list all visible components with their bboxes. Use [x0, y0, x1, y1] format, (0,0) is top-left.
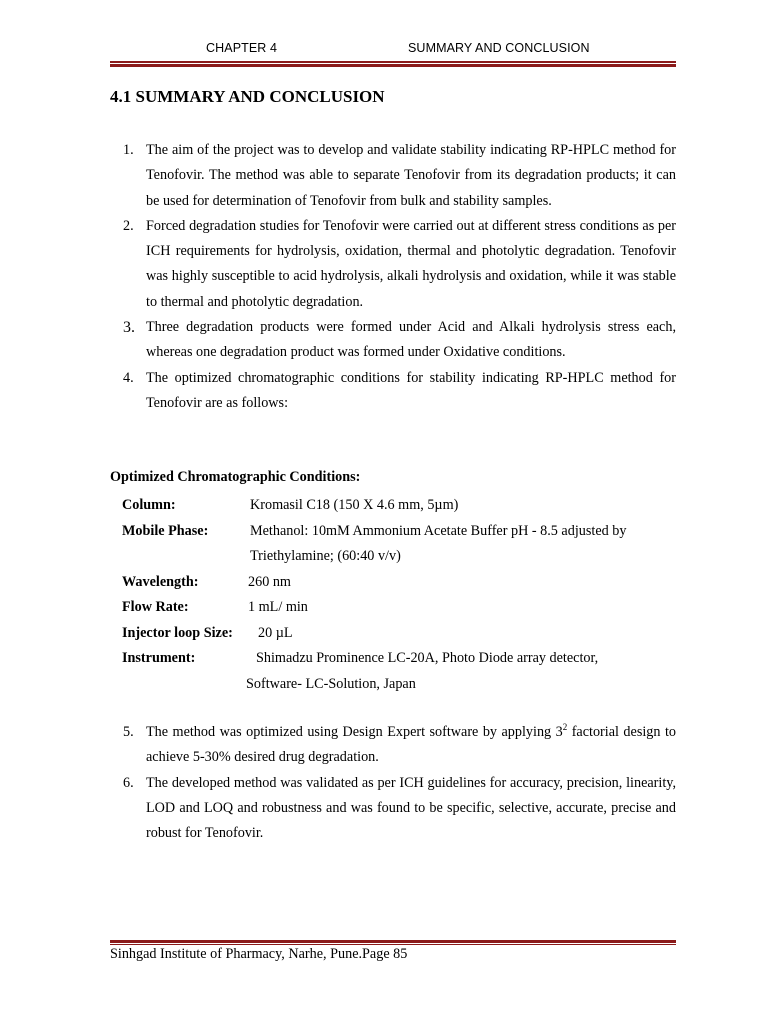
item-number: 6. [123, 774, 134, 791]
item-text: The aim of the project was to develop and validate stability indicating RP-HPLC method for Tenofovir. The method was able to separate Tenofovir from its degradation products; it can be used for determination of Tenofovir from bulk and stability samples. [146, 142, 676, 209]
condition-mobile-phase-cont: Triethylamine; (60:40 v/v) [250, 548, 401, 564]
condition-instrument [122, 646, 599, 671]
condition-instrument-cont: Software- LC-Solution, Japan [246, 676, 416, 692]
page-header [110, 41, 675, 59]
page-footer: Sinhgad Institute of Pharmacy, Narhe, Pune.Page 85 [110, 946, 408, 962]
condition-value: Kromasil C18 (150 X 4.6 mm, 5µm) [250, 497, 459, 513]
item-text [146, 720, 676, 771]
item-text-part: factorial design to achieve 5-30% desired drug degradation. [146, 724, 676, 766]
condition-value: 20 µL [258, 625, 293, 641]
summary-list-continued [110, 720, 676, 846]
condition-value: 1 mL/ min [248, 599, 308, 615]
item-number: 2. [123, 217, 134, 234]
list-item [110, 720, 676, 771]
list-item [110, 214, 676, 315]
header-section: SUMMARY AND CONCLUSION [408, 41, 590, 55]
list-item [110, 366, 676, 417]
condition-column [122, 493, 459, 518]
header-chapter: CHAPTER 4 [206, 41, 278, 55]
condition-mobile-phase [122, 519, 627, 544]
item-number: 1. [123, 142, 134, 158]
condition-label: Wavelength: [122, 574, 199, 590]
condition-label: Instrument: [122, 650, 196, 666]
footer-rule-thin [110, 944, 676, 945]
condition-label: Flow Rate: [122, 599, 189, 615]
item-text: Three degradation products were formed under Acid and Alkali hydrolysis stress each, whereas one degradation product was formed under Oxidative conditions. [146, 319, 676, 361]
footer-rule-thick [110, 940, 676, 943]
condition-wavelength [122, 570, 291, 595]
list-item [110, 771, 676, 847]
item-text: The optimized chromatographic conditions for stability indicating RP-HPLC method for Tenofovir are as follows: [146, 369, 676, 411]
summary-list [110, 138, 676, 416]
condition-injector [122, 621, 293, 646]
item-number: 3. [123, 319, 135, 337]
condition-value: 260 nm [248, 574, 291, 590]
header-rule-thick [110, 64, 676, 67]
item-text-part: The method was optimized using Design Expert software by applying 3 [146, 724, 563, 740]
header-rule-thin [110, 61, 676, 63]
list-item [110, 315, 676, 366]
item-text: The developed method was validated as per ICH guidelines for accuracy, precision, linearity, LOD and LOQ and robustness and was found to be specific, selective, accurate, precise and robust for Tenofovir. [146, 774, 676, 842]
condition-value: Methanol: 10mM Ammonium Acetate Buffer pH - 8.5 adjusted by [250, 523, 627, 539]
condition-value: Shimadzu Prominence LC-20A, Photo Diode array detector, [256, 650, 599, 666]
condition-flow-rate [122, 595, 308, 620]
conditions-heading: Optimized Chromatographic Conditions: [110, 469, 361, 485]
condition-label: Injector loop Size: [122, 625, 233, 641]
section-title: 4.1 SUMMARY AND CONCLUSION [110, 87, 385, 106]
item-number: 5. [123, 724, 134, 740]
item-text: Forced degradation studies for Tenofovir were carried out at different stress conditions as per ICH requirements for hydrolysis, oxidation, thermal and photolytic degradation. Tenofovir was highly susceptible to acid hydrolysis, alkali hydrolysis and oxidation, while it was stable to thermal and photolytic degradation. [146, 217, 676, 310]
superscript: 2 [562, 722, 568, 732]
item-number: 4. [123, 369, 134, 386]
condition-label: Mobile Phase: [122, 523, 209, 539]
condition-label: Column: [122, 497, 176, 513]
list-item [110, 138, 676, 214]
